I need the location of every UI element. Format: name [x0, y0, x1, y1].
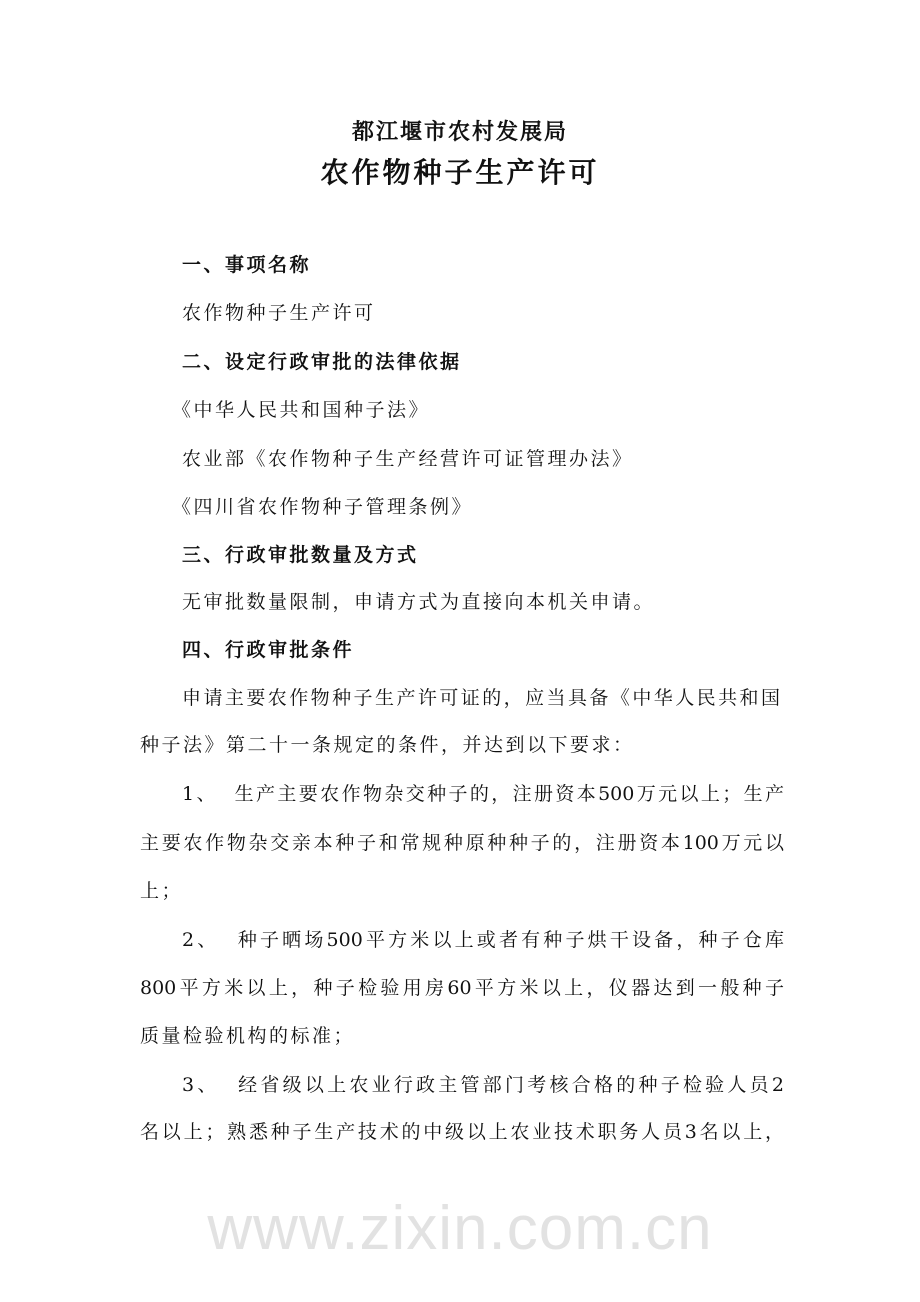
- section-1-text: 农作物种子生产许可: [182, 302, 376, 324]
- section-4-heading: 四、行政审批条件: [182, 639, 355, 661]
- law-2: 农业部《农作物种子生产经营许可证管理办法》: [182, 448, 634, 470]
- item-1-line: 主要农作物杂交亲本种子和常规种原种种子的，注册资本100万元以: [140, 832, 784, 854]
- org-name: 都江堰市农村发展局: [351, 119, 568, 145]
- law-3: 《四川省农作物种子管理条例》: [172, 496, 474, 518]
- section-3-heading: 三、行政审批数量及方式: [182, 544, 419, 566]
- section-1-heading: 一、事项名称: [182, 254, 312, 276]
- item-3-line: 名以上；熟悉种子生产技术的中级以上农业技术职务人员3名以上，: [140, 1121, 784, 1143]
- watermark: www.zixin.com.cn: [207, 1194, 713, 1263]
- item-1-line: 1、 生产主要农作物杂交种子的，注册资本500万元以上；生产: [182, 783, 784, 805]
- item-2-line: 2、 种子晒场500平方米以上或者有种子烘干设备，种子仓库: [182, 929, 784, 951]
- law-1: 《中华人民共和国种子法》: [172, 399, 431, 421]
- item-2-line: 质量检验机构的标准；: [140, 1025, 356, 1047]
- page-title: 农作物种子生产许可: [320, 156, 600, 189]
- section-4-para-line: 申请主要农作物种子生产许可证的，应当具备《中华人民共和国: [182, 687, 780, 709]
- item-2-line: 800平方米以上，种子检验用房60平方米以上，仪器达到一般种子: [140, 977, 784, 999]
- section-2-heading: 二、设定行政审批的法律依据: [182, 351, 462, 373]
- section-4-para-line: 种子法》第二十一条规定的条件，并达到以下要求：: [140, 734, 635, 756]
- item-3-line: 3、 经省级以上农业行政主管部门考核合格的种子检验人员2: [182, 1074, 784, 1096]
- item-1-line: 上；: [140, 880, 184, 902]
- section-3-text: 无审批数量限制，申请方式为直接向本机关申请。: [182, 591, 656, 613]
